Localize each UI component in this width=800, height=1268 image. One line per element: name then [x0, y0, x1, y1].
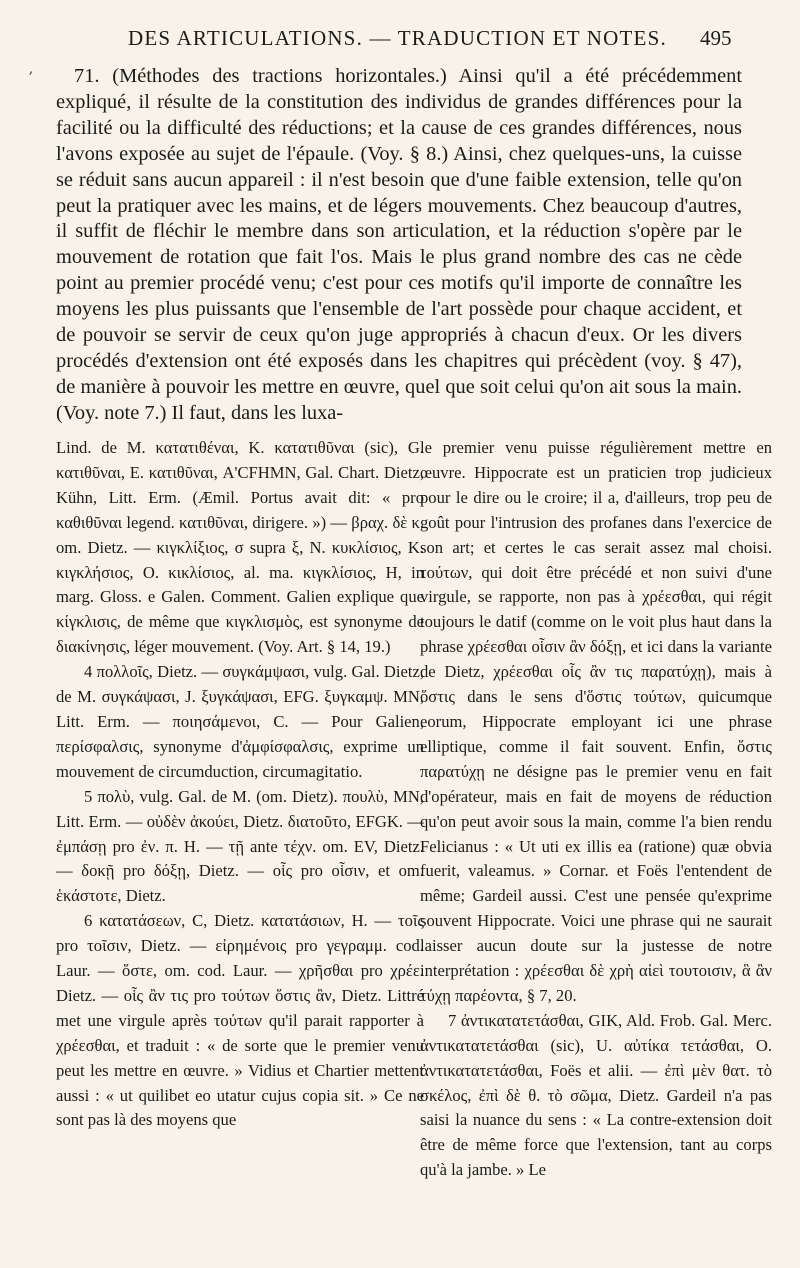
main-text: [56, 64, 742, 427]
note-5: 5 πολὺ, vulg. Gal. de M. (om. Dietz). πουλὺ, MN, Litt. Erm. — οὐδὲν ἀκούει, Dietz. διατοῦτο, EFGK. — ἐμπάσῃ pro ἐν. π. H. — τῇ ante τέχν. om. EV, Dietz. — δοκῇ pro δόξῃ, Dietz. — οἷς pro οἷσιν, et om. ἑκάστοτε, Dietz.: [56, 786, 424, 906]
running-head: [0, 26, 800, 56]
note-6: 6 κατατάσεων, C, Dietz. κατατάσιων, H. — τοῖς pro τοῖσιν, Dietz. — εἰρημένοις pro γεγραμμ. cod. Laur. — ὅστε, om. cod. Laur. — χρῆσθαι pro χρέε. Dietz. — οἷς ἂν τις pro τούτων ὅστις ἂν, Dietz. Littré met une virgule après τούτων qu'il parait rapporter à χρέεσθαι, et traduit : « de sorte que le premier venu peut les mettre en œuvre. » Vidius et Chartier mettent aussi : « ut quilibet eo utatur cujus copia sit. » Ce ne sont pas là des moyens que: [56, 911, 424, 1130]
note-4: 4 πολλοῖς, Dietz. — συγκάμψασι, vulg. Gal. Dietz, de M. συγκάψασι, J. ξυγκάψασι, EFG. ξυγκαμψ. MN, Litt. Erm. — ποιησάμενοι, C. — Pour Galien, περίσφαλσις, synonyme d'ἀμφίσφαλσις, exprime un mouvement de circumduction, circumagitatio.: [56, 662, 424, 781]
note-6-continuation: le premier venu puisse régulièrement mettre en œuvre. Hippocrate est un praticien trop judicieux pour le dire ou le croire; il a, d'ailleurs, trop peu de goût pour l'intrusion des profanes dans l'exercice de son art; et certes le cas serait assez mal choisi. τούτων, qui doit être précédé et non suivi d'une virgule, se rapporte, non pas à χρέεσθαι, qui régit toujours le datif (comme on le voit plus haut dans la phrase χρέεσθαι οἷσιν ἂν δόξῃ, et ici dans la variante de Dietz, χρέεσθαι οἷς ἂν τις παρατύχῃ), mais à ὅστις dans le sens d'ὅστις τούτων, quicumque eorum, Hippocrate employant ici une phrase elliptique, comme il fait souvent. Enfin, ὅστις παρατύχῃ ne désigne pas le premier venu en fait d'opérateur, mais en fait de moyens de réduction qu'on peut avoir sous la main, comme l'a bien rendu Felicianus : « Ut uti ex illis ea (ratione) quæ obvia fuerit, valeamus. » Cornar. et Foës l'entendent de même; Gardeil aussi. C'est une pensée qu'exprime souvent Hippocrate. Voici une phrase qui ne saurait laisser aucun doute sur la justesse de notre interprétation : χρέεσθαι δὲ χρὴ αἰεὶ τουτοισιν, ἃ ἂν τύχῃ παρέοντα, § 7, 20.: [420, 438, 772, 1005]
note-7: 7 ἀντικατατετάσθαι, GIK, Ald. Frob. Gal. Merc. ἀντικατατετάσθαι (sic), U. αὐτίκα τετάσθαι, O. ἀντικατατετάσθαι, Foës et alii. — ἐπὶ μὲν θατ. τὸ σκέλος, ἐπὶ δὲ θ. τὸ σῶμα, Dietz. Gardeil n'a pas saisi la nuance du sens : « La contre-extension doit être de même force que l'extension, tant au corps qu'à la jambe. » Le: [420, 1010, 772, 1180]
margin-mark: ʼ: [28, 70, 33, 86]
note-continuation: Lind. de M. κατατιθέναι, K. κατατιθῦναι (sic), G. κατιθῦναι, E. κατιθῦναι, A'CFHMN, Gal. Chart. Dietz, Kühn, Litt. Erm. (Æmil. Portus avait dit: « pro καθιθῦναι legend. κατιθῦναι, dirigere. ») — βραχ. δὲ κ. om. Dietz. — κιγκλίξιος, σ supra ξ, N. κυκλίσιος, K. κιγκλήσιος, O. κικλίσιος, al. ma. κιγκλίσιος, H, in marg. Gloss. e Galen. Comment. Galien explique que κίγκλισις, de même que κιγκλισμὸς, est synonyme de διακίνησις, léger mouvement. (Voy. Art. § 14, 19.): [56, 438, 424, 657]
notes-column-right: [420, 436, 772, 1183]
running-title: DES ARTICULATIONS. — TRADUCTION ET NOTES.: [128, 26, 667, 50]
main-paragraph: 71. (Méthodes des tractions horizontales.) Ainsi qu'il a été précédemment expliqué, il résulte de la constitution des individus de grandes différences pour la facilité ou la difficulté des réductions; et la cause de ces grandes différences, nous l'avons exposée au sujet de l'épaule. (Voy. § 8.) Ainsi, chez quelques-uns, la cuisse se réduit sans aucun appareil : il n'est besoin que d'une faible extension, telle qu'on peut la pratiquer avec les mains, et de légers mouvements. Chez beaucoup d'autres, il suffit de fléchir le membre dans son articulation, et la réduction s'opère par le mouvement de rotation que fait l'os. Mais le plus grand nombre des cas ne cède point au premier procédé venu; c'est pour ces motifs qu'il importe de connaître les moyens les plus puissants que l'ensemble de l'art possède pour chaque accident, et de pouvoir se servir de ceux qu'on juge appropriés à chacun d'eux. Or les divers procédés d'extension ont été exposés dans les chapitres qui précèdent (voy. § 47), de manière à pouvoir les mettre en œuvre, quel que soit celui qu'on ait sous la main. (Voy. note 7.) Il faut, dans les luxa-: [56, 65, 742, 424]
page-number: 495: [700, 26, 732, 50]
notes-column-left: [56, 436, 424, 1133]
